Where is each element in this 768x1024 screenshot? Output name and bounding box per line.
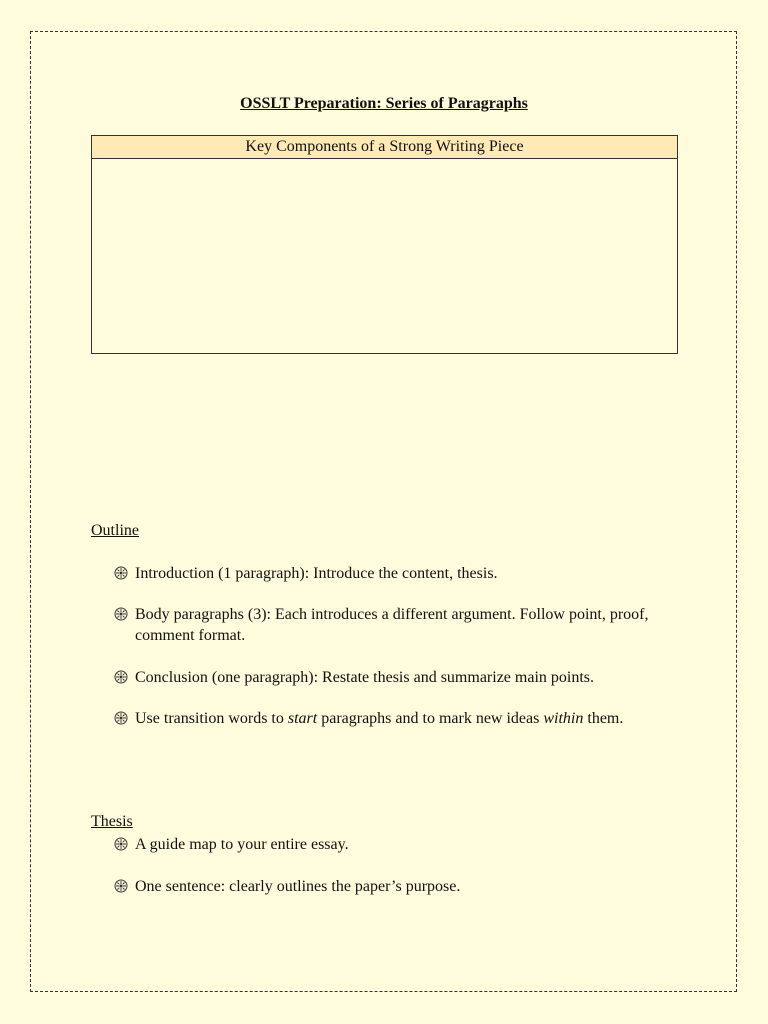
key-components-header: Key Components of a Strong Writing Piece xyxy=(92,136,677,159)
thesis-item-text: A guide map to your entire essay. xyxy=(135,836,349,853)
flower-bullet-icon xyxy=(114,879,128,893)
emphasis-within: within xyxy=(543,710,584,727)
outline-item xyxy=(114,563,689,584)
key-components-box xyxy=(91,135,678,354)
emphasis-start: start xyxy=(287,710,318,727)
outline-heading: Outline xyxy=(91,522,139,539)
outline-item-text: Body paragraphs (3): Each introduces a different argument. Follow point, proof, comment format. xyxy=(135,606,649,644)
flower-bullet-icon xyxy=(114,670,128,684)
document-title: OSSLT Preparation: Series of Paragraphs xyxy=(240,95,528,112)
outline-item-text: Conclusion (one paragraph): Restate thesis and summarize main points. xyxy=(135,669,594,686)
flower-bullet-icon xyxy=(114,837,128,851)
outline-item xyxy=(114,604,689,646)
thesis-item xyxy=(114,876,689,897)
outline-item xyxy=(114,667,689,688)
flower-bullet-icon xyxy=(114,566,128,580)
outline-item-text: Introduction (1 paragraph): Introduce the content, thesis. xyxy=(135,565,498,582)
outline-item-text: Use transition words to start paragraphs and to mark new ideas within them. xyxy=(135,710,624,727)
thesis-item-text: One sentence: clearly outlines the paper’s purpose. xyxy=(135,878,461,895)
thesis-item xyxy=(114,834,689,855)
thesis-heading: Thesis xyxy=(91,813,133,830)
flower-bullet-icon xyxy=(114,711,128,725)
flower-bullet-icon xyxy=(114,607,128,621)
outline-item xyxy=(114,708,689,729)
